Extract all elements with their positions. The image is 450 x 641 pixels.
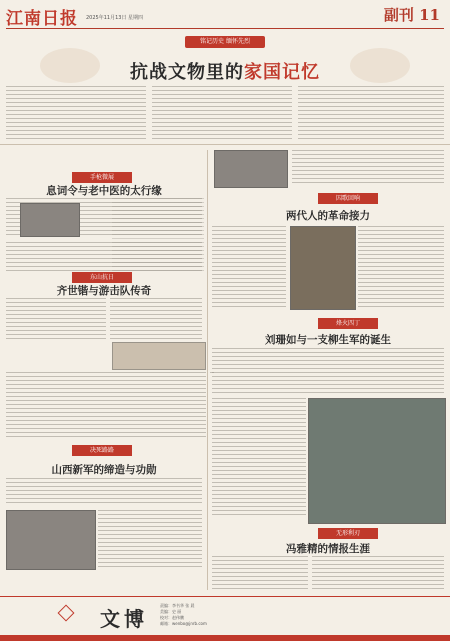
section-title: 息词令与老中医的太行缘 [46,185,162,197]
footer-brand: 文博 [100,607,148,631]
credit-line: 责编：李书华 张 晨 [160,603,195,608]
section-tag: 决死路路 [72,445,132,456]
page-label: 副刊 11 [383,6,440,24]
article-text [312,556,444,592]
section-tag: 东山抗日 [72,272,132,283]
section-title: 刘珊如与一支柳生军的诞生 [265,334,391,346]
article-text [6,372,206,440]
headline-text: 抗战文物里的 [130,62,244,83]
column-divider [207,150,208,590]
divider [0,144,450,145]
credit-line: 美编：史 丽 [160,609,182,614]
artifact-photo [290,226,356,310]
section-tag: 无形利刃 [318,528,378,539]
article-text [6,298,106,340]
footer-bar [0,635,450,641]
issue-date: 2025年11月13日 星期四 [86,15,144,21]
section-title: 山西新军的缔造与功勋 [51,464,157,476]
section-tag: 烽火四丁 [318,318,378,329]
article-text [292,150,444,186]
article-text [212,226,286,308]
artifact-photo [6,510,96,570]
article-text [212,556,308,592]
intro-text-column [298,86,444,142]
memorial-photo [308,398,446,524]
article-text [358,226,444,308]
page-headline [0,58,450,84]
page-footer [0,596,450,641]
section-title: 两代人的革命接力 [286,210,370,222]
headline-highlight: 家国记忆 [244,62,320,83]
intro-text-column [152,86,292,142]
artifact-photo [20,203,80,237]
newspaper-logo: 江南日报 [6,9,78,29]
credit-line: 邮箱：wenbo@jnrb.com [160,621,207,626]
intro-text-column [6,86,146,142]
section-title: 齐世锴与游击队传奇 [56,285,152,297]
section-tag: 囚歌回响 [318,193,378,204]
article-text [98,510,202,568]
article-text [212,348,444,394]
footer-credits [160,603,207,627]
masthead [6,4,444,29]
article-text [112,198,204,274]
topic-tag: 铭记历史 缅怀先烈 [185,36,265,48]
credit-line: 校对：赵伟鹏 [160,615,184,620]
article-text [6,478,202,506]
brand-ornament-icon [58,605,75,622]
section-title: 冯雅精的情报生涯 [286,543,370,555]
article-text [212,398,306,518]
artifact-photo [214,150,288,188]
article-text [110,298,202,340]
section-tag: 手枪微展 [72,172,132,183]
document-photo [112,342,206,370]
